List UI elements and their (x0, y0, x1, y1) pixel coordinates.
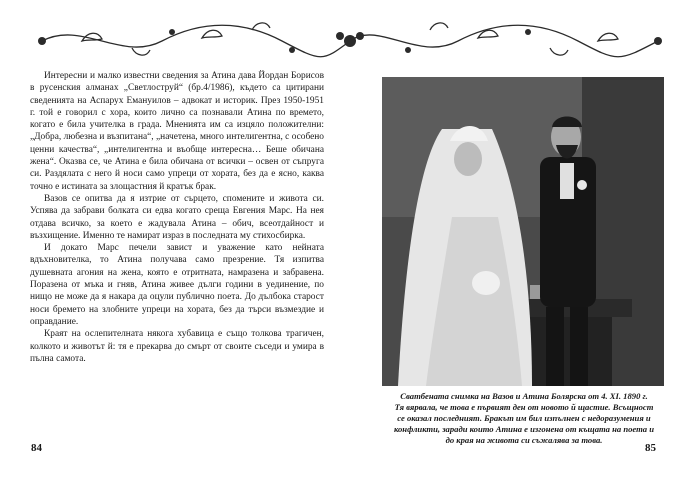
photo-caption (378, 391, 670, 446)
paragraph: Интересни и малко известни сведения за Атина дава Йордан Борисов в русенския алманах „Светлоструй“ (бр.4/1986), където са цитирани сведенията на Аспарух Емануилов – адвокат и историк. През 1950-1951 г. той е говорил с хора, които лично са познавали Атина по времето, когато е била учителка в града. Мненията им са изцяло положителни: „Добра, любезна и възпитана“, „начетена, много интелигентна, с особено ценни качества“, „интелигентна и въобще интересна… Беше обичана жена“. Оказва се, че Атина е била обичана от всички – освен от съпруга си. Раздялата с него й носи само упреци от хората, без да е ясно, каква точно е истината за злощастния й кратък брак. (30, 71, 324, 192)
page-number-left: 84 (31, 442, 42, 454)
caption-line: до края на живота си съжалява за това. (445, 435, 603, 445)
decorative-vine-border (22, 18, 678, 64)
paragraph: Краят на ослепителната някога хубавица е също толкова трагичен, колкото и животът й: тя е прекарва до смърт от своите съседи и умира в пълна самота. (30, 329, 324, 364)
caption-line: Сватбената снимка на Вазов и Атина Болярска от 4. XI. 1890 г. (400, 391, 648, 401)
caption-line: Тя вярвала, че това е първият ден от новото й щастие. Всъщност (394, 402, 654, 412)
caption-line: се оказал последният. Бракът им бил изпълнен с недоразумения и (397, 413, 651, 423)
body-text (30, 70, 324, 365)
paragraph: Вазов се опитва да я изтрие от сърцето, спомените и живота си. Успява да забрави болката си едва когато среща Евгения Марс. На нея отдава всичко, за което е жадувала Атина – обич, всеотдайност и възхищение. Именно те намират израз в последната му стихосбирка. (30, 193, 324, 241)
paragraph: И докато Марс печели завист и уважение като нейната вдъхновителка, то Атина получава само презрение. Тя изпитва душевната агония на жена, която е отритната, намразена и забравена. Поразена от мъка и гняв, Атина живее дълги години в уединение, по нищо не може да я накара да оцули публично поета. До дълбока старост носи бремето на злобните упреци на хората, без да търси възмездие и оправдание. (30, 243, 324, 327)
page-number-right: 85 (645, 442, 656, 454)
caption-line: конфликти, заради които Атина е изгонена от къщата на поета и (393, 424, 655, 434)
wedding-photograph (382, 77, 664, 386)
